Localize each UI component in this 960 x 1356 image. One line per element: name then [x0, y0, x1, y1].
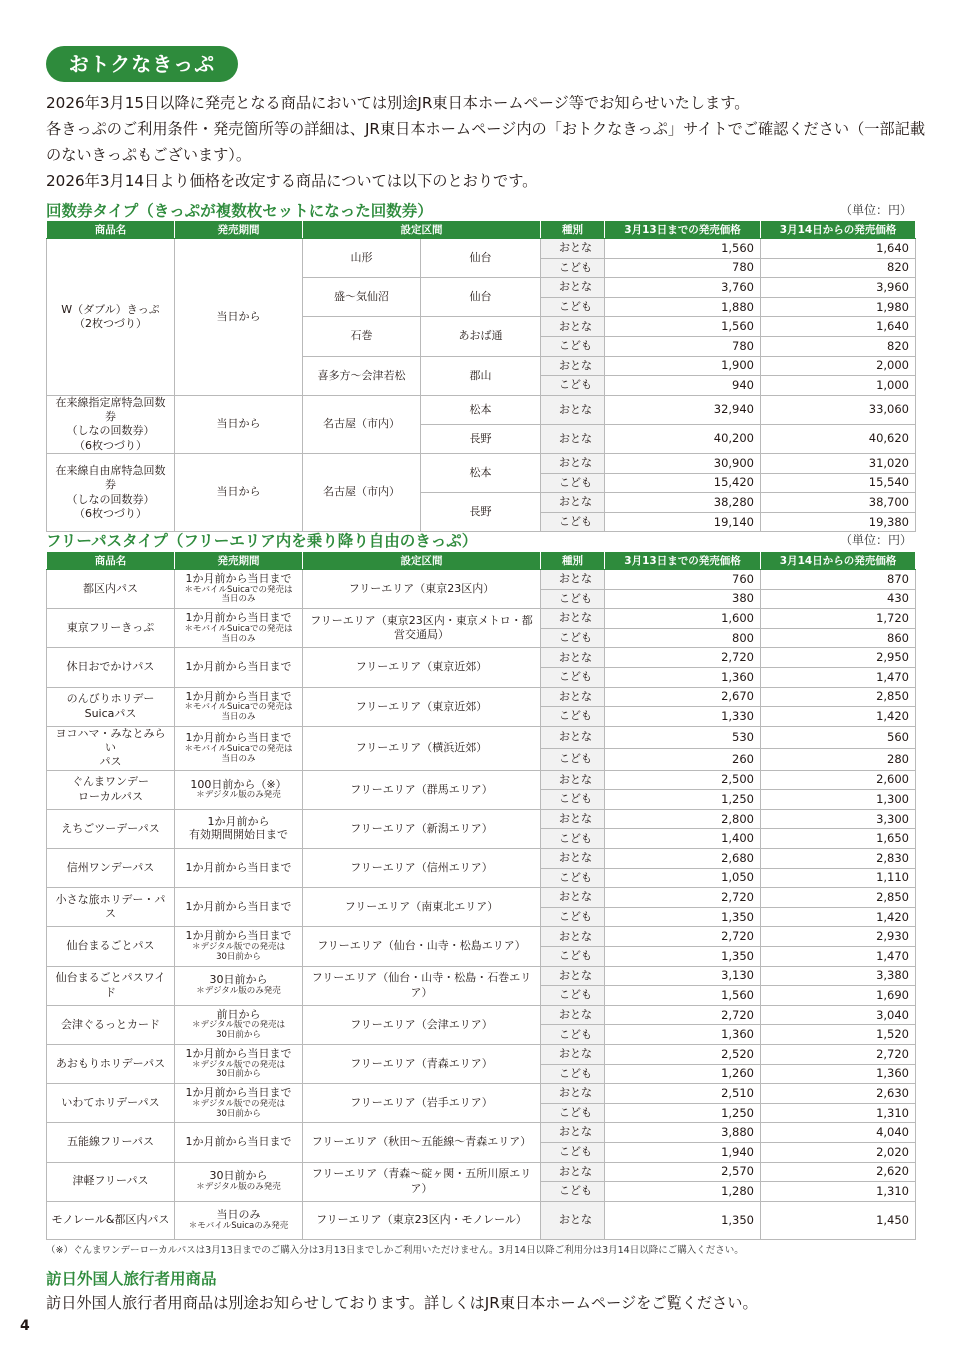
new-price: 2,600 [761, 770, 916, 790]
sale-period: 当日から [175, 395, 303, 453]
old-price: 2,720 [605, 648, 761, 668]
old-price: 1,350 [605, 1201, 761, 1239]
period-text: 1か月前から当日まで [185, 731, 292, 745]
fare-type: こども [541, 628, 605, 648]
fare-type: おとな [541, 966, 605, 986]
product-name: 在来線指定席特急回数券 （しなの回数券） （6枚つづり） [47, 395, 175, 453]
old-price: 1,560 [605, 239, 761, 259]
sale-period [175, 809, 303, 848]
fare-type: おとな [541, 1084, 605, 1104]
new-price: 2,930 [761, 927, 916, 947]
col-header-new-price: 3月14日からの発売価格 [761, 552, 916, 570]
fare-type: おとな [541, 493, 605, 513]
old-price: 1,050 [605, 868, 761, 888]
new-price: 1,470 [761, 667, 916, 687]
period-text: 1か月前から当日まで [185, 899, 292, 913]
free-area: フリーエリア（東京23区内・東京メトロ・都営交通局） [303, 609, 541, 648]
product-name: 信州ワンデーパス [47, 849, 175, 888]
new-price: 1,310 [761, 1103, 916, 1123]
old-price: 2,570 [605, 1162, 761, 1182]
new-price: 1,000 [761, 376, 916, 396]
old-price: 1,260 [605, 1064, 761, 1084]
fare-type: おとな [541, 1162, 605, 1182]
footnote: （※）ぐんまワンデーローカルパスは3月13日までのご購入分は3月13日までしかご利用いただけません。3月14日以降ご利用分は3月14日以降にご購入ください。 [46, 1245, 744, 1256]
old-price: 2,720 [605, 927, 761, 947]
route-from: 名古屋（市内） [303, 453, 421, 531]
old-price: 3,130 [605, 966, 761, 986]
product-name: 仙台まるごとパスワイド [47, 966, 175, 1005]
fare-type: おとな [541, 239, 605, 259]
old-price: 3,880 [605, 1123, 761, 1143]
new-price: 2,950 [761, 648, 916, 668]
route-to: あおば通 [421, 317, 541, 356]
new-price: 1,300 [761, 790, 916, 810]
table-row [47, 453, 916, 473]
new-price: 820 [761, 258, 916, 278]
col-header-name: 商品名 [47, 221, 175, 239]
old-price: 2,520 [605, 1044, 761, 1064]
product-name: のんびりホリデー Suicaパス [47, 687, 175, 726]
new-price: 31,020 [761, 453, 916, 473]
product-name: モノレール&都区内パス [47, 1201, 175, 1239]
period-note: ＊デジタル版のみ発売 [196, 986, 281, 997]
sale-period: 当日から [175, 453, 303, 531]
fare-type: こども [541, 336, 605, 356]
fare-type: おとな [541, 809, 605, 829]
page-number: 4 [20, 1318, 30, 1334]
new-price: 19,380 [761, 512, 916, 532]
period-note: ＊モバイルSuicaでの発売は 当日のみ [184, 623, 293, 644]
new-price: 1,450 [761, 1201, 916, 1239]
period-text: 1か月前から当日まで [185, 1046, 292, 1060]
fare-type: おとな [541, 1044, 605, 1064]
fare-type: おとな [541, 726, 605, 748]
sale-period [175, 726, 303, 770]
intro-line: のないきっぷもございます）。 [46, 146, 252, 164]
fare-type: こども [541, 907, 605, 927]
free-area: フリーエリア（仙台・山寺・松島エリア） [303, 927, 541, 966]
sale-period [175, 849, 303, 888]
old-price: 1,350 [605, 907, 761, 927]
free-area: フリーエリア（新潟エリア） [303, 809, 541, 848]
product-name: あおもりホリデーパス [47, 1044, 175, 1083]
route-from: 喜多方〜会津若松 [303, 356, 421, 395]
old-price: 2,680 [605, 849, 761, 869]
period-text: 前日から [216, 1007, 261, 1021]
period-note: ＊モバイルSuicaのみ発売 [188, 1220, 289, 1231]
period-text: 30日前から [209, 973, 268, 987]
route-from: 名古屋（市内） [303, 395, 421, 453]
route-from: 盛〜気仙沼 [303, 278, 421, 317]
table-row [47, 395, 916, 424]
new-price: 3,040 [761, 1005, 916, 1025]
period-text: 1か月前から当日まで [185, 689, 292, 703]
old-price: 1,900 [605, 356, 761, 376]
section2-title: フリーパスタイプ（フリーエリア内を乗り降り自由のきっぷ） [46, 532, 478, 550]
coupon-ticket-table [46, 220, 916, 532]
fare-type: こども [541, 1182, 605, 1202]
intro-text [46, 90, 926, 194]
old-price: 2,800 [605, 809, 761, 829]
sale-period [175, 888, 303, 927]
table-row [47, 849, 916, 869]
fare-type: こども [541, 790, 605, 810]
product-name: 津軽フリーパス [47, 1162, 175, 1201]
old-price: 2,670 [605, 687, 761, 707]
old-price: 1,360 [605, 667, 761, 687]
new-price: 1,980 [761, 297, 916, 317]
free-area: フリーエリア（信州エリア） [303, 849, 541, 888]
new-price: 38,700 [761, 493, 916, 513]
section1-unit: （単位：円） [839, 203, 912, 217]
sale-period [175, 609, 303, 648]
period-text: 100日前から（※） [190, 777, 287, 791]
col-header-type: 種別 [541, 221, 605, 239]
new-price: 870 [761, 570, 916, 590]
fare-type: こども [541, 946, 605, 966]
table-row [47, 1123, 916, 1143]
product-name: ぐんまワンデー ローカルパス [47, 770, 175, 809]
new-price: 820 [761, 336, 916, 356]
fare-type: こども [541, 829, 605, 849]
table-row [47, 687, 916, 707]
product-name: W（ダブル）きっぷ （2枚つづり） [47, 239, 175, 396]
inbound-text: 訪日外国人旅行者用商品は別途お知らせしております。詳しくはJR東日本ホームページをご覧ください。 [46, 1294, 758, 1312]
fare-type: おとな [541, 1005, 605, 1025]
free-area: フリーエリア（東京近郊） [303, 648, 541, 687]
sale-period [175, 1044, 303, 1083]
route-from: 山形 [303, 239, 421, 278]
product-name: ヨコハマ・みなとみらい パス [47, 726, 175, 770]
old-price: 260 [605, 748, 761, 770]
fare-type: こども [541, 376, 605, 396]
route-from: 石巻 [303, 317, 421, 356]
route-to: 仙台 [421, 278, 541, 317]
section2-unit: （単位：円） [839, 533, 912, 547]
period-note: ＊デジタル版での発売は 30日前から [192, 1020, 285, 1041]
col-header-type: 種別 [541, 552, 605, 570]
fare-type: おとな [541, 687, 605, 707]
fare-type: おとな [541, 927, 605, 947]
fare-type: おとな [541, 770, 605, 790]
fare-type: こども [541, 986, 605, 1006]
col-header-route: 設定区間 [303, 221, 541, 239]
old-price: 1,250 [605, 790, 761, 810]
free-area: フリーエリア（岩手エリア） [303, 1084, 541, 1123]
old-price: 1,560 [605, 317, 761, 337]
free-area: フリーエリア（青森エリア） [303, 1044, 541, 1083]
table-row [47, 239, 916, 259]
product-name: 都区内パス [47, 570, 175, 609]
new-price: 1,690 [761, 986, 916, 1006]
new-price: 3,380 [761, 966, 916, 986]
table-row [47, 726, 916, 748]
fare-type: こども [541, 1103, 605, 1123]
old-price: 1,940 [605, 1142, 761, 1162]
old-price: 780 [605, 336, 761, 356]
col-header-new-price: 3月14日からの発売価格 [761, 221, 916, 239]
table-row [47, 927, 916, 947]
fare-type: おとな [541, 424, 605, 453]
inbound-title: 訪日外国人旅行者用商品 [46, 1270, 217, 1288]
period-text: 1か月前から当日まで [185, 1135, 292, 1149]
old-price: 1,880 [605, 297, 761, 317]
new-price: 2,720 [761, 1044, 916, 1064]
new-price: 1,360 [761, 1064, 916, 1084]
old-price: 800 [605, 628, 761, 648]
new-price: 2,620 [761, 1162, 916, 1182]
old-price: 1,360 [605, 1025, 761, 1045]
product-name: 五能線フリーパス [47, 1123, 175, 1162]
new-price: 3,960 [761, 278, 916, 298]
sale-period [175, 966, 303, 1005]
product-name: 小さな旅ホリデー・パス [47, 888, 175, 927]
table-row [47, 1005, 916, 1025]
fare-type: おとな [541, 317, 605, 337]
col-header-period: 発売期間 [175, 221, 303, 239]
new-price: 2,000 [761, 356, 916, 376]
fare-type: こども [541, 1025, 605, 1045]
old-price: 3,760 [605, 278, 761, 298]
new-price: 2,850 [761, 687, 916, 707]
table-row [47, 966, 916, 986]
route-to: 長野 [421, 424, 541, 453]
free-area: フリーエリア（東京近郊） [303, 687, 541, 726]
free-area: フリーエリア（青森〜碇ヶ関・五所川原エリア） [303, 1162, 541, 1201]
fare-type: おとな [541, 1123, 605, 1143]
fare-type: こども [541, 297, 605, 317]
period-note: ＊デジタル版のみ発売 [196, 1182, 281, 1193]
product-name: 会津ぐるっとカード [47, 1005, 175, 1044]
old-price: 760 [605, 570, 761, 590]
col-header-old-price: 3月13日までの発売価格 [605, 552, 761, 570]
period-note: ＊デジタル版での発売は 30日前から [192, 942, 285, 962]
product-name: 在来線自由席特急回数券 （しなの回数券） （6枚つづり） [47, 453, 175, 531]
sale-period [175, 770, 303, 809]
table-row [47, 809, 916, 829]
route-to: 郡山 [421, 356, 541, 395]
sale-period: 当日から [175, 239, 303, 396]
intro-line: 各きっぷのご利用条件・発売箇所等の詳細は、JR東日本ホームページ内の「おトクなきっぷ」サイトでご確認ください（一部記載 [46, 120, 926, 138]
period-text: 1か月前から当日まで [185, 1086, 292, 1100]
period-text: 当日のみ [216, 1208, 261, 1221]
old-price: 1,330 [605, 707, 761, 727]
fare-type: おとな [541, 648, 605, 668]
fare-type: おとな [541, 356, 605, 376]
new-price: 1,420 [761, 707, 916, 727]
old-price: 1,350 [605, 946, 761, 966]
sale-period [175, 1162, 303, 1201]
table-row [47, 1201, 916, 1239]
new-price: 1,420 [761, 907, 916, 927]
free-area: フリーエリア（秋田〜五能線〜青森エリア） [303, 1123, 541, 1162]
free-area: フリーエリア（東京23区内・モノレール） [303, 1201, 541, 1239]
product-name: 東京フリーきっぷ [47, 609, 175, 648]
fare-type: おとな [541, 609, 605, 629]
fare-type: おとな [541, 888, 605, 908]
route-to: 松本 [421, 395, 541, 424]
old-price: 1,250 [605, 1103, 761, 1123]
sale-period [175, 1201, 303, 1239]
old-price: 1,600 [605, 609, 761, 629]
page-heading: おトクなきっぷ [46, 46, 238, 82]
new-price: 1,520 [761, 1025, 916, 1045]
route-to: 長野 [421, 493, 541, 532]
period-text: 30日前から [209, 1169, 268, 1183]
period-text: 1か月前から 有効期間開始日まで [189, 815, 288, 841]
fare-type: おとな [541, 395, 605, 424]
new-price: 2,630 [761, 1084, 916, 1104]
sale-period [175, 1123, 303, 1162]
new-price: 15,540 [761, 473, 916, 493]
route-to: 仙台 [421, 239, 541, 278]
fare-type: おとな [541, 453, 605, 473]
period-note: ＊モバイルSuicaでの発売は 当日のみ [184, 584, 293, 605]
sale-period [175, 687, 303, 726]
table-row [47, 570, 916, 590]
free-area: フリーエリア（仙台・山寺・松島・石巻エリア） [303, 966, 541, 1005]
new-price: 2,020 [761, 1142, 916, 1162]
new-price: 33,060 [761, 395, 916, 424]
new-price: 4,040 [761, 1123, 916, 1143]
new-price: 1,640 [761, 317, 916, 337]
new-price: 3,300 [761, 809, 916, 829]
new-price: 430 [761, 589, 916, 609]
free-area: フリーエリア（東京23区内） [303, 570, 541, 609]
old-price: 2,510 [605, 1084, 761, 1104]
fare-type: こども [541, 868, 605, 888]
fare-type: こども [541, 473, 605, 493]
old-price: 40,200 [605, 424, 761, 453]
new-price: 860 [761, 628, 916, 648]
fare-type: こども [541, 667, 605, 687]
product-name: えちごツーデーパス [47, 809, 175, 848]
new-price: 1,110 [761, 868, 916, 888]
new-price: 40,620 [761, 424, 916, 453]
new-price: 2,850 [761, 888, 916, 908]
free-area: フリーエリア（横浜近郊） [303, 726, 541, 770]
fare-type: こども [541, 258, 605, 278]
period-note: ＊モバイルSuicaでの発売は 当日のみ [184, 743, 293, 764]
old-price: 19,140 [605, 512, 761, 532]
col-header-route: 設定区間 [303, 552, 541, 570]
period-text: 1か月前から当日まで [185, 860, 292, 874]
new-price: 2,830 [761, 849, 916, 869]
table-row [47, 1162, 916, 1182]
fare-type: おとな [541, 1201, 605, 1239]
period-note: ＊デジタル版のみ発売 [196, 790, 281, 801]
period-note: ＊デジタル版での発売は 30日前から [192, 1059, 285, 1080]
fare-type: おとな [541, 570, 605, 590]
fare-type: おとな [541, 849, 605, 869]
old-price: 2,500 [605, 770, 761, 790]
period-note: ＊デジタル版での発売は 30日前から [192, 1098, 285, 1119]
period-note: ＊モバイルSuicaでの発売は 当日のみ [184, 702, 293, 722]
new-price: 1,640 [761, 239, 916, 259]
new-price: 1,720 [761, 609, 916, 629]
old-price: 38,280 [605, 493, 761, 513]
table-row [47, 1044, 916, 1064]
new-price: 560 [761, 726, 916, 748]
free-area: フリーエリア（会津エリア） [303, 1005, 541, 1044]
new-price: 1,650 [761, 829, 916, 849]
table-row [47, 888, 916, 908]
table-row [47, 648, 916, 668]
period-text: 1か月前から当日まで [185, 929, 292, 943]
sale-period [175, 1005, 303, 1044]
intro-line: 2026年3月15日以降に発売となる商品においては別途JR東日本ホームページ等でお知らせいたします。 [46, 94, 750, 112]
fare-type: こども [541, 589, 605, 609]
period-text: 1か月前から当日まで [185, 660, 292, 674]
old-price: 30,900 [605, 453, 761, 473]
old-price: 2,720 [605, 888, 761, 908]
fare-type: こども [541, 748, 605, 770]
free-pass-table [46, 551, 916, 1240]
old-price: 1,280 [605, 1182, 761, 1202]
period-text: 1か月前から当日まで [185, 611, 292, 625]
fare-type: こども [541, 512, 605, 532]
new-price: 1,310 [761, 1182, 916, 1202]
new-price: 1,470 [761, 946, 916, 966]
old-price: 2,720 [605, 1005, 761, 1025]
old-price: 1,560 [605, 986, 761, 1006]
product-name: 仙台まるごとパス [47, 927, 175, 966]
period-text: 1か月前から当日まで [185, 572, 292, 585]
table-row [47, 1084, 916, 1104]
old-price: 1,400 [605, 829, 761, 849]
col-header-period: 発売期間 [175, 552, 303, 570]
fare-type: こども [541, 1064, 605, 1084]
section1-title: 回数券タイプ（きっぷが複数枚セットになった回数券） [46, 202, 433, 220]
product-name: いわてホリデーパス [47, 1084, 175, 1123]
product-name: 休日おでかけパス [47, 648, 175, 687]
old-price: 380 [605, 589, 761, 609]
free-area: フリーエリア（南東北エリア） [303, 888, 541, 927]
fare-type: こども [541, 1142, 605, 1162]
sale-period [175, 1084, 303, 1123]
intro-line: 2026年3月14日より価格を改定する商品については以下のとおりです。 [46, 172, 538, 190]
free-area: フリーエリア（群馬エリア） [303, 770, 541, 809]
route-to: 松本 [421, 453, 541, 492]
col-header-old-price: 3月13日までの発売価格 [605, 221, 761, 239]
table-row [47, 770, 916, 790]
old-price: 940 [605, 376, 761, 396]
sale-period [175, 570, 303, 609]
sale-period [175, 648, 303, 687]
fare-type: おとな [541, 278, 605, 298]
old-price: 780 [605, 258, 761, 278]
old-price: 530 [605, 726, 761, 748]
old-price: 32,940 [605, 395, 761, 424]
table-row [47, 609, 916, 629]
new-price: 280 [761, 748, 916, 770]
sale-period [175, 927, 303, 966]
col-header-name: 商品名 [47, 552, 175, 570]
old-price: 15,420 [605, 473, 761, 493]
fare-type: こども [541, 707, 605, 727]
